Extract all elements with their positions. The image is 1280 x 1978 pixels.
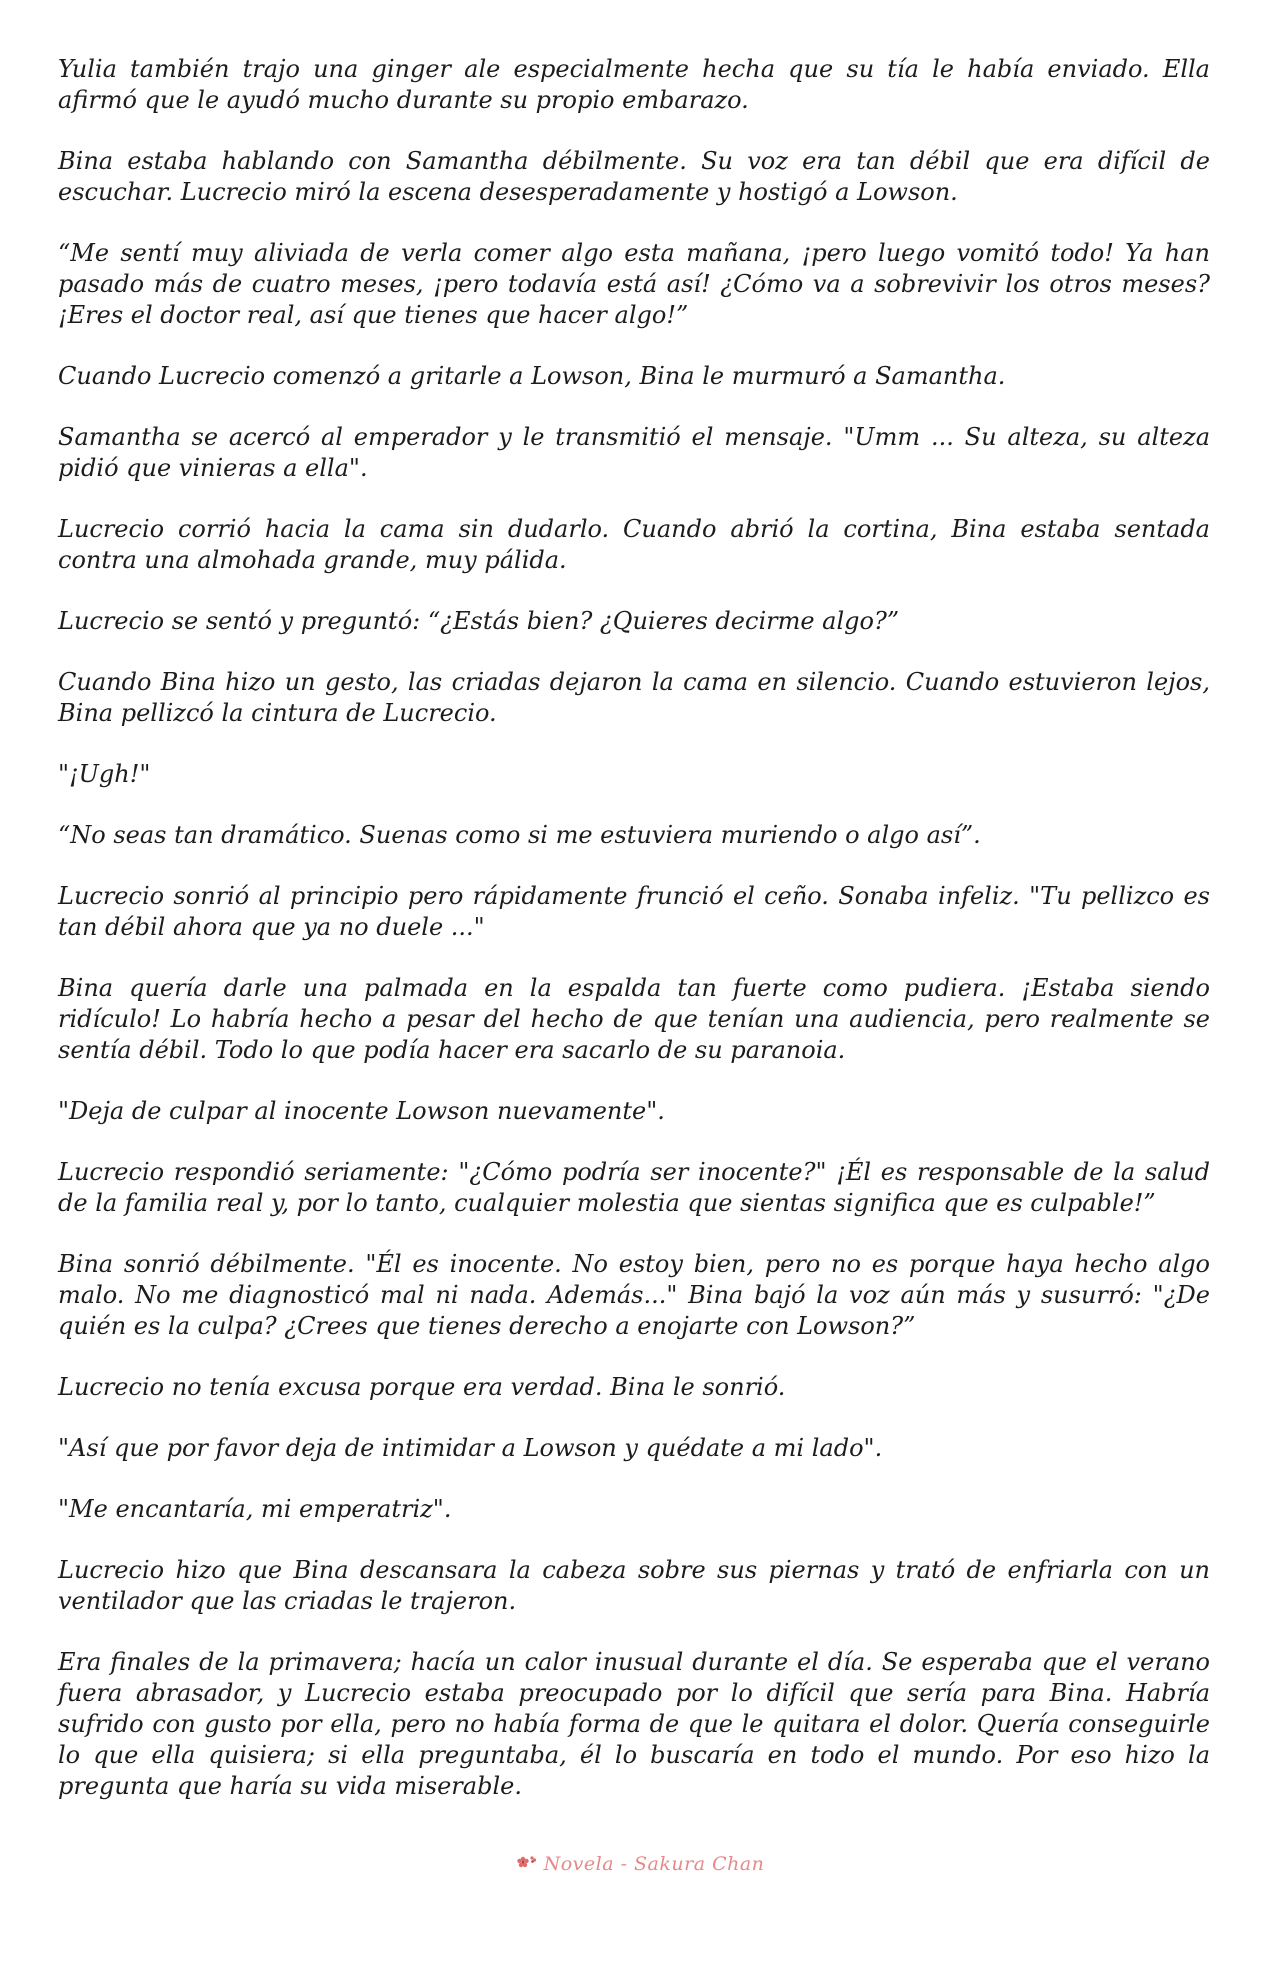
paragraph-18: "Me encantaría, mi emperatriz". — [58, 1495, 452, 1523]
paragraph-20: Era finales de la primavera; hacía un calor inusual durante el día. Se esperaba que el verano fuera abrasador, y Lucrecio estaba preocupado por lo difícil que sería para Bina. Habría sufrido con gusto por ella, pero no había forma de que le quitara el dolor. Quería conseguirle lo que ella quisiera; si ella preguntaba, él lo buscaría en todo el mundo. Por eso hizo la pregunta que haría su vida miserable. — [58, 1648, 1210, 1800]
paragraph-14: Lucrecio respondió seriamente: "¿Cómo podría ser inocente?" ¡Él es responsable de la salud de la familia real y, por lo tanto, cualquier molestia que sientas significa que es culpable!” — [58, 1158, 1210, 1217]
paragraph-3: “Me sentí muy aliviada de verla comer algo esta mañana, ¡pero luego vomitó todo! Ya han pasado más de cuatro meses, ¡pero todavía está así! ¿Cómo va a sobrevivir los otros meses? ¡Eres el doctor real, así que tienes que hacer algo!” — [58, 239, 1210, 329]
document-body — [58, 54, 1210, 1832]
paragraph-6: Lucrecio corrió hacia la cama sin dudarlo. Cuando abrió la cortina, Bina estaba sentada contra una almohada grande, muy pálida. — [58, 515, 1210, 574]
paragraph-10: “No seas tan dramático. Suenas como si me estuviera muriendo o algo así”. — [58, 821, 981, 849]
watermark-footer — [0, 1853, 1280, 1875]
paragraph-13: "Deja de culpar al inocente Lowson nuevamente". — [58, 1097, 665, 1125]
paragraph-2: Bina estaba hablando con Samantha débilmente. Su voz era tan débil que era difícil de escuchar. Lucrecio miró la escena desesperadamente y hostigó a Lowson. — [58, 147, 1210, 206]
paragraph-15: Bina sonrió débilmente. "Él es inocente. No estoy bien, pero no es porque haya hecho algo malo. No me diagnosticó mal ni nada. Además..." Bina bajó la voz aún más y susurró: "¿De quién es la culpa? ¿Crees que tienes derecho a enojarte con Lowson?” — [58, 1250, 1210, 1340]
cherry-blossom-icon — [516, 1854, 538, 1870]
paragraph-9: "¡Ugh!" — [58, 760, 151, 788]
paragraph-19: Lucrecio hizo que Bina descansara la cabeza sobre sus piernas y trató de enfriarla con un ventilador que las criadas le trajeron. — [58, 1556, 1210, 1615]
paragraph-4: Cuando Lucrecio comenzó a gritarle a Lowson, Bina le murmuró a Samantha. — [58, 362, 1006, 390]
paragraph-1: Yulia también trajo una ginger ale especialmente hecha que su tía le había enviado. Ella afirmó que le ayudó mucho durante su propio embarazo. — [58, 55, 1210, 114]
paragraph-5: Samantha se acercó al emperador y le transmitió el mensaje. "Umm ... Su alteza, su alteza pidió que vinieras a ella". — [58, 423, 1210, 482]
watermark-text: Novela - Sakura Chan — [543, 1853, 765, 1875]
paragraph-12: Bina quería darle una palmada en la espalda tan fuerte como pudiera. ¡Estaba siendo ridículo! Lo habría hecho a pesar del hecho de que tenían una audiencia, pero realmente se sentía débil. Todo lo que podía hacer era sacarlo de su paranoia. — [58, 974, 1210, 1064]
paragraph-17: "Así que por favor deja de intimidar a Lowson y quédate a mi lado". — [58, 1434, 883, 1462]
paragraph-7: Lucrecio se sentó y preguntó: “¿Estás bien? ¿Quieres decirme algo?” — [58, 607, 900, 635]
paragraph-11: Lucrecio sonrió al principio pero rápidamente frunció el ceño. Sonaba infeliz. "Tu pellizco es tan débil ahora que ya no duele ..." — [58, 882, 1210, 941]
paragraph-8: Cuando Bina hizo un gesto, las criadas dejaron la cama en silencio. Cuando estuvieron lejos, Bina pellizcó la cintura de Lucrecio. — [58, 668, 1210, 727]
paragraph-16: Lucrecio no tenía excusa porque era verdad. Bina le sonrió. — [58, 1373, 786, 1401]
